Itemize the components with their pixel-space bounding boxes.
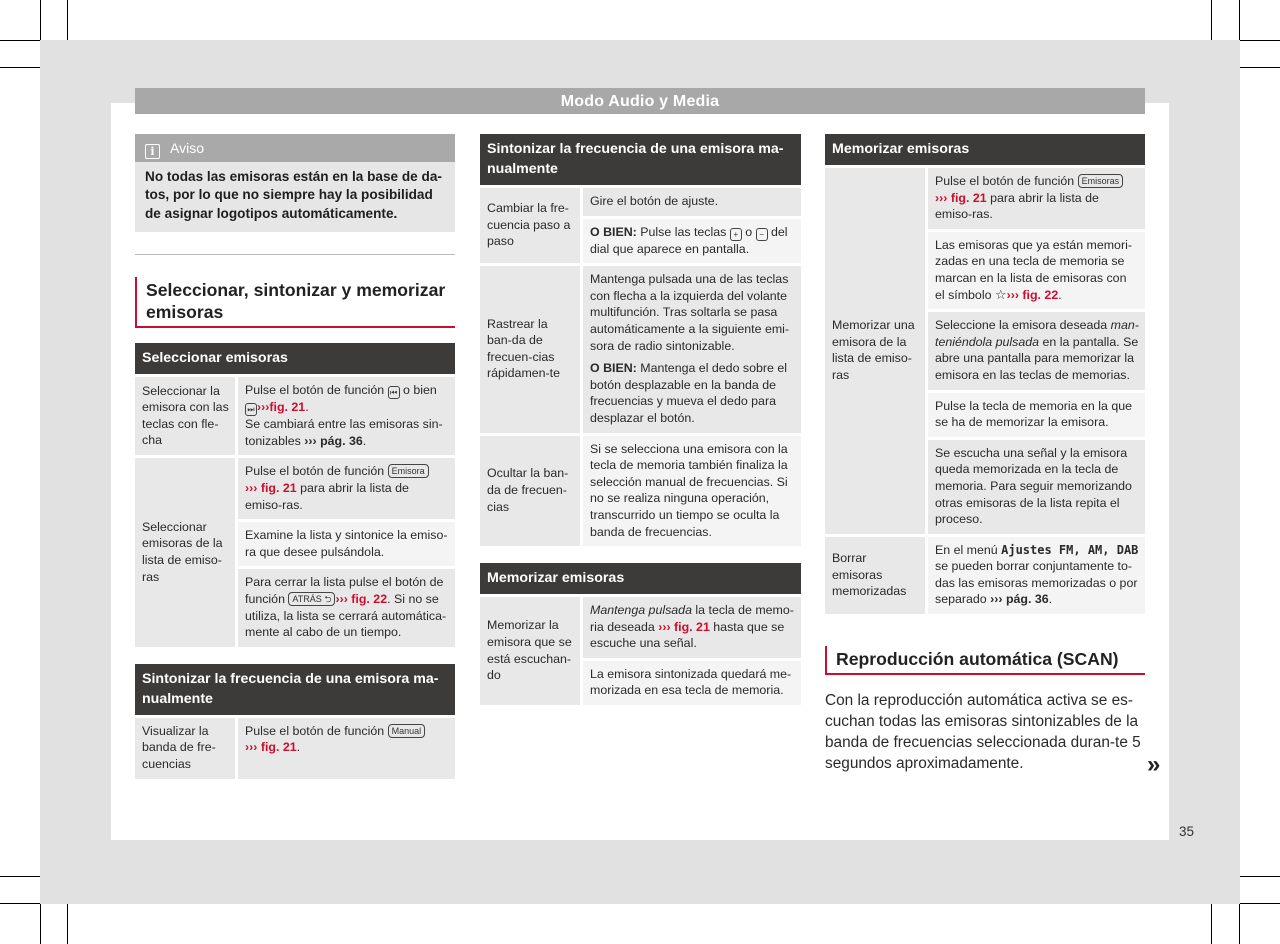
column-left	[135, 134, 455, 779]
figure-link[interactable]: ››› fig. 21	[245, 481, 297, 495]
crop-mark	[1240, 67, 1280, 68]
back-key: ATRÁS ⮌	[288, 592, 335, 606]
crop-mark	[67, 904, 68, 944]
row-label: Memorizar la emisora que se está escuchan-do	[480, 594, 583, 705]
page-link[interactable]: ››› pág. 36	[304, 433, 363, 448]
table-manual-tune-short	[135, 664, 455, 779]
crop-mark	[1240, 40, 1280, 41]
crop-mark	[67, 0, 68, 40]
table-row	[825, 165, 1145, 229]
table-manual-tune	[480, 134, 801, 546]
row-content: Mantenga pulsada una de las teclas con flecha a la izquierda del volante multifunción. Tras soltarla se pasa automáticamente a la siguiente emi-sora de radio sintonizable. O BIEN: Mantenga el dedo sobre el botón desplazable en la banda de frecuencias y mueva el dedo para desplazar el botón.	[583, 263, 801, 432]
page-number: 35	[1179, 824, 1195, 839]
notice-header	[135, 134, 455, 162]
row-label: Visualizar la banda de fre-cuencias	[135, 715, 238, 779]
row-content: Gire el botón de ajuste.	[583, 185, 801, 216]
table-row	[135, 374, 455, 455]
crop-mark	[1211, 0, 1212, 40]
row-content: Las emisoras que ya están memori-zadas en una tecla de memoria se marcan en la lista de emisoras con el símbolo ☆››› fig. 22.	[928, 229, 1145, 309]
table-row	[825, 534, 1145, 614]
table-row	[135, 455, 455, 519]
table-title: Sintonizar la frecuencia de una emisora ma-nualmente	[480, 134, 801, 185]
table-row	[480, 263, 801, 432]
figure-link[interactable]: ›››fig. 21	[257, 400, 306, 415]
crop-mark	[0, 67, 40, 68]
page-link[interactable]: ››› pág. 36	[990, 592, 1049, 607]
column-right	[825, 134, 1145, 774]
prev-track-icon: ⏮	[388, 386, 400, 399]
figure-link[interactable]: ››› fig. 21	[245, 740, 297, 755]
crop-mark	[0, 876, 40, 877]
row-content: Se escucha una señal y la emisora queda memorizada en la tecla de memoria. Para seguir memorizando otras emisoras de la lista repita el proceso.	[928, 437, 1145, 534]
table-row	[135, 715, 455, 779]
star-icon: ☆	[994, 286, 1007, 302]
section-title: Reproducción automática (SCAN)	[825, 646, 1145, 675]
notice-box	[135, 134, 455, 232]
body-paragraph: Con la reproducción automática activa se es-cuchan todas las emisoras sintonizables de la banda de frecuencias seleccionada duran-te 5 segundos aproximadamente.	[825, 692, 1141, 773]
continue-mark: »	[1147, 751, 1161, 778]
crop-mark	[1240, 903, 1280, 904]
table-memorize-list	[825, 134, 1145, 614]
row-content: Mantenga pulsada la tecla de memo-ria deseada ››› fig. 21 hasta que se escuche una señal.	[583, 594, 801, 658]
row-content: Pulse el botón de función Emisoras ››› fig. 21 para abrir la lista de emiso-ras.	[928, 165, 1145, 229]
table-row	[480, 433, 801, 547]
chapter-header: Modo Audio y Media	[135, 88, 1145, 114]
function-key: Emisoras	[1078, 174, 1124, 188]
figure-link[interactable]: ››› fig. 21	[658, 619, 710, 634]
figure-link[interactable]: ››› fig. 22	[335, 591, 388, 606]
info-icon: i	[145, 144, 160, 159]
row-content: Si se selecciona una emisora con la tecla de memoria también finaliza la selección manual de frecuencias. Si no se realiza ninguna operación, transcurrido un tiempo se oculta la banda de frecuencias.	[583, 433, 801, 547]
figure-link[interactable]: ››› fig. 21	[935, 190, 987, 205]
crop-mark	[0, 903, 40, 904]
row-content: En el menú Ajustes FM, AM, DAB se pueden borrar conjuntamente to-das las emisoras memorizadas o por separado ››› pág. 36.	[928, 534, 1145, 614]
row-content: Pulse el botón de función ⏮ o bien ⏭ ›››fig. 21. Se cambiará entre las emisoras sin-tonizables ››› pág. 36.	[238, 374, 455, 455]
row-content: O BIEN: Pulse las teclas + o − del dial que aparece en pantalla.	[583, 216, 801, 264]
row-label: Cambiar la fre-cuencia paso a paso	[480, 185, 583, 263]
row-label: Seleccionar la emisora con las teclas con fle-cha	[135, 374, 238, 455]
row-label: Seleccionar emisoras de la lista de emiso-ras	[135, 455, 238, 646]
crop-mark	[40, 0, 41, 40]
table-memorize-current	[480, 563, 801, 705]
table-title: Seleccionar emisoras	[135, 343, 455, 374]
section-title: Seleccionar, sintonizar y memorizar emisoras	[135, 277, 455, 328]
table-title: Memorizar emisoras	[480, 563, 801, 594]
row-content: La emisora sintonizada quedará me-morizada en esa tecla de memoria.	[583, 658, 801, 705]
row-content: Pulse el botón de función Emisora ››› fig. 21 para abrir la lista de emiso-ras.	[238, 455, 455, 519]
table-title: Memorizar emisoras	[825, 134, 1145, 165]
figure-link[interactable]: ››› fig. 22	[1006, 287, 1059, 302]
row-label: Ocultar la ban-da de frecuen-cias	[480, 433, 583, 547]
crop-mark	[0, 40, 40, 41]
divider	[135, 254, 455, 255]
function-key: Manual	[388, 724, 426, 738]
table-row	[480, 594, 801, 658]
column-middle	[480, 134, 801, 705]
notice-text: No todas las emisoras están en la base de da-tos, por lo que no siempre hay la posibilidad de asignar logotipos automáticamente.	[145, 169, 442, 221]
plus-key-icon: +	[730, 228, 742, 241]
row-content: Examine la lista y sintonice la emiso-ra que desee pulsándola.	[238, 519, 455, 566]
table-select-stations	[135, 343, 455, 647]
table-row	[480, 185, 801, 216]
row-content: Pulse la tecla de memoria en la que se ha de memorizar la emisora.	[928, 390, 1145, 437]
row-content: Pulse el botón de función Manual ››› fig. 21.	[238, 715, 455, 779]
next-track-icon: ⏭	[245, 403, 257, 416]
minus-key-icon: −	[756, 228, 768, 241]
row-label: Memorizar una emisora de la lista de emiso-ras	[825, 165, 928, 534]
crop-mark	[1211, 904, 1212, 944]
function-key: Emisora	[388, 464, 429, 478]
notice-label: Aviso	[170, 140, 204, 156]
row-content: Para cerrar la lista pulse el botón de función ATRÁS ⮌ ››› fig. 22. Si no se utiliza, la lista se cerrará automática-mente al cabo de un tiempo.	[238, 566, 455, 646]
menu-path: Ajustes FM, AM, DAB	[1001, 542, 1139, 557]
crop-mark	[1239, 904, 1240, 944]
crop-mark	[1239, 0, 1240, 40]
row-label: Borrar emisoras memorizadas	[825, 534, 928, 614]
crop-mark	[1240, 876, 1280, 877]
crop-mark	[40, 904, 41, 944]
row-content: Seleccione la emisora deseada man-teniéndola pulsada en la pantalla. Se abre una pantalla para memorizar la emisora en las teclas de memorias.	[928, 309, 1145, 389]
table-title: Sintonizar la frecuencia de una emisora ma-nualmente	[135, 664, 455, 715]
row-label: Rastrear la ban-da de frecuen-cias rápidamen-te	[480, 263, 583, 432]
